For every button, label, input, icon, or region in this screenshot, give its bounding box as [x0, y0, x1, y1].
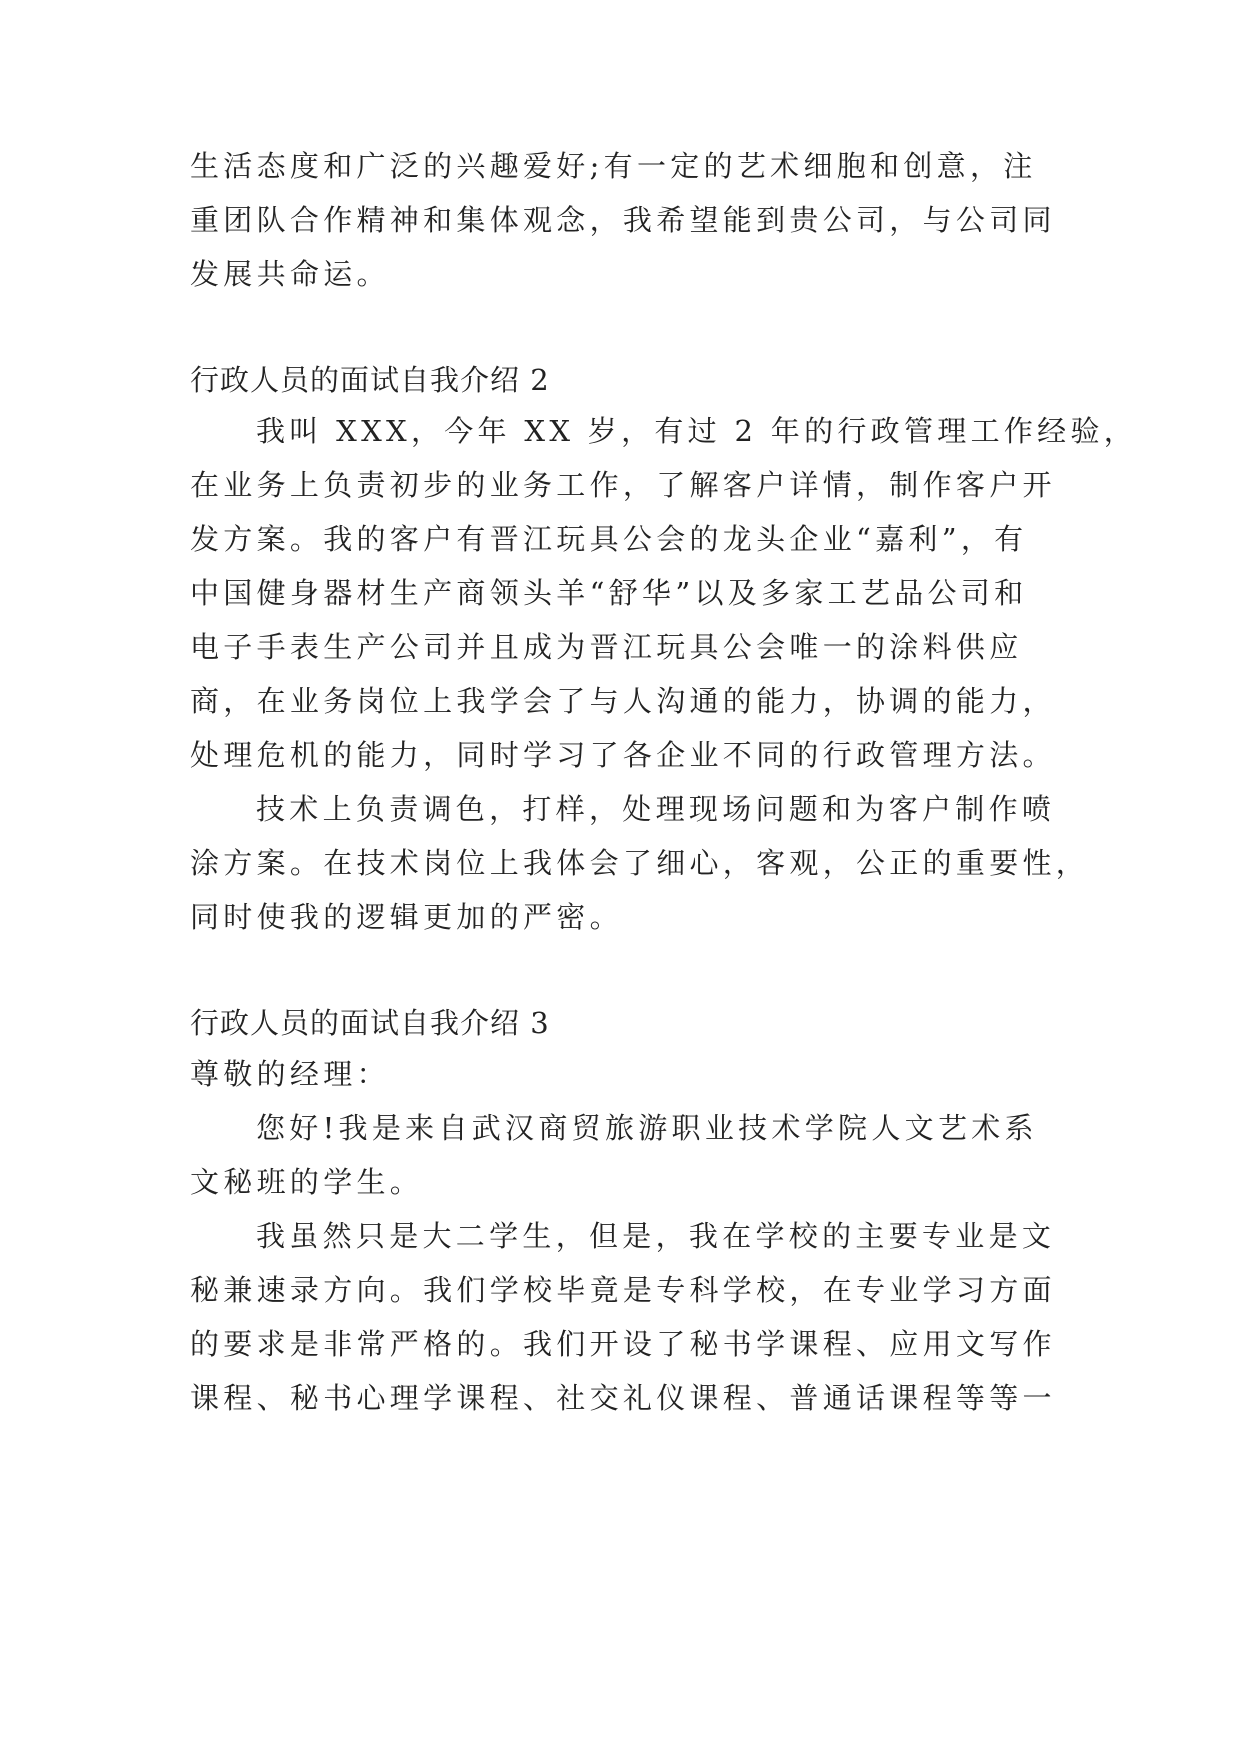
section-heading: 行政人员的面试自我介绍 3	[190, 1006, 550, 1040]
salutation: 尊敬的经理：	[190, 1057, 390, 1091]
paragraph-line: 生活态度和广泛的兴趣爱好;有一定的艺术细胞和创意，注	[190, 149, 1037, 183]
paragraph-line: 在业务上负责初步的业务工作，了解客户详情，制作客户开	[190, 468, 1056, 502]
paragraph-line: 课程、秘书心理学课程、社交礼仪课程、普通话课程等等一	[190, 1381, 1056, 1415]
paragraph-line: 的要求是非常严格的。我们开设了秘书学课程、应用文写作	[190, 1327, 1056, 1361]
paragraph-line: 商，在业务岗位上我学会了与人沟通的能力，协调的能力，	[190, 684, 1056, 718]
paragraph-line: 处理危机的能力，同时学习了各企业不同的行政管理方法。	[190, 738, 1056, 772]
paragraph-line: 发展共命运。	[190, 257, 390, 291]
paragraph-line: 同时使我的逻辑更加的严密。	[190, 900, 623, 934]
paragraph-line: 技术上负责调色，打样，处理现场问题和为客户制作喷	[256, 792, 1056, 826]
paragraph-line: 文秘班的学生。	[190, 1165, 424, 1199]
paragraph-line: 中国健身器材生产商领头羊“舒华”以及多家工艺品公司和	[190, 576, 1028, 610]
paragraph-line: 涂方案。在技术岗位上我体会了细心，客观，公正的重要性，	[190, 846, 1090, 880]
paragraph-line: 电子手表生产公司并且成为晋江玩具公会唯一的涂料供应	[190, 630, 1023, 664]
paragraph-line: 我叫 XXX，今年 XX 岁，有过 2 年的行政管理工作经验，	[256, 414, 1138, 448]
paragraph-line: 发方案。我的客户有晋江玩具公会的龙头企业“嘉利”，有	[190, 522, 1028, 556]
section-heading: 行政人员的面试自我介绍 2	[190, 363, 550, 397]
paragraph-line: 您好!我是来自武汉商贸旅游职业技术学院人文艺术系	[256, 1111, 1038, 1145]
paragraph-line: 秘兼速录方向。我们学校毕竟是专科学校，在专业学习方面	[190, 1273, 1056, 1307]
paragraph-line: 我虽然只是大二学生，但是，我在学校的主要专业是文	[256, 1219, 1056, 1253]
paragraph-line: 重团队合作精神和集体观念，我希望能到贵公司，与公司同	[190, 203, 1056, 237]
